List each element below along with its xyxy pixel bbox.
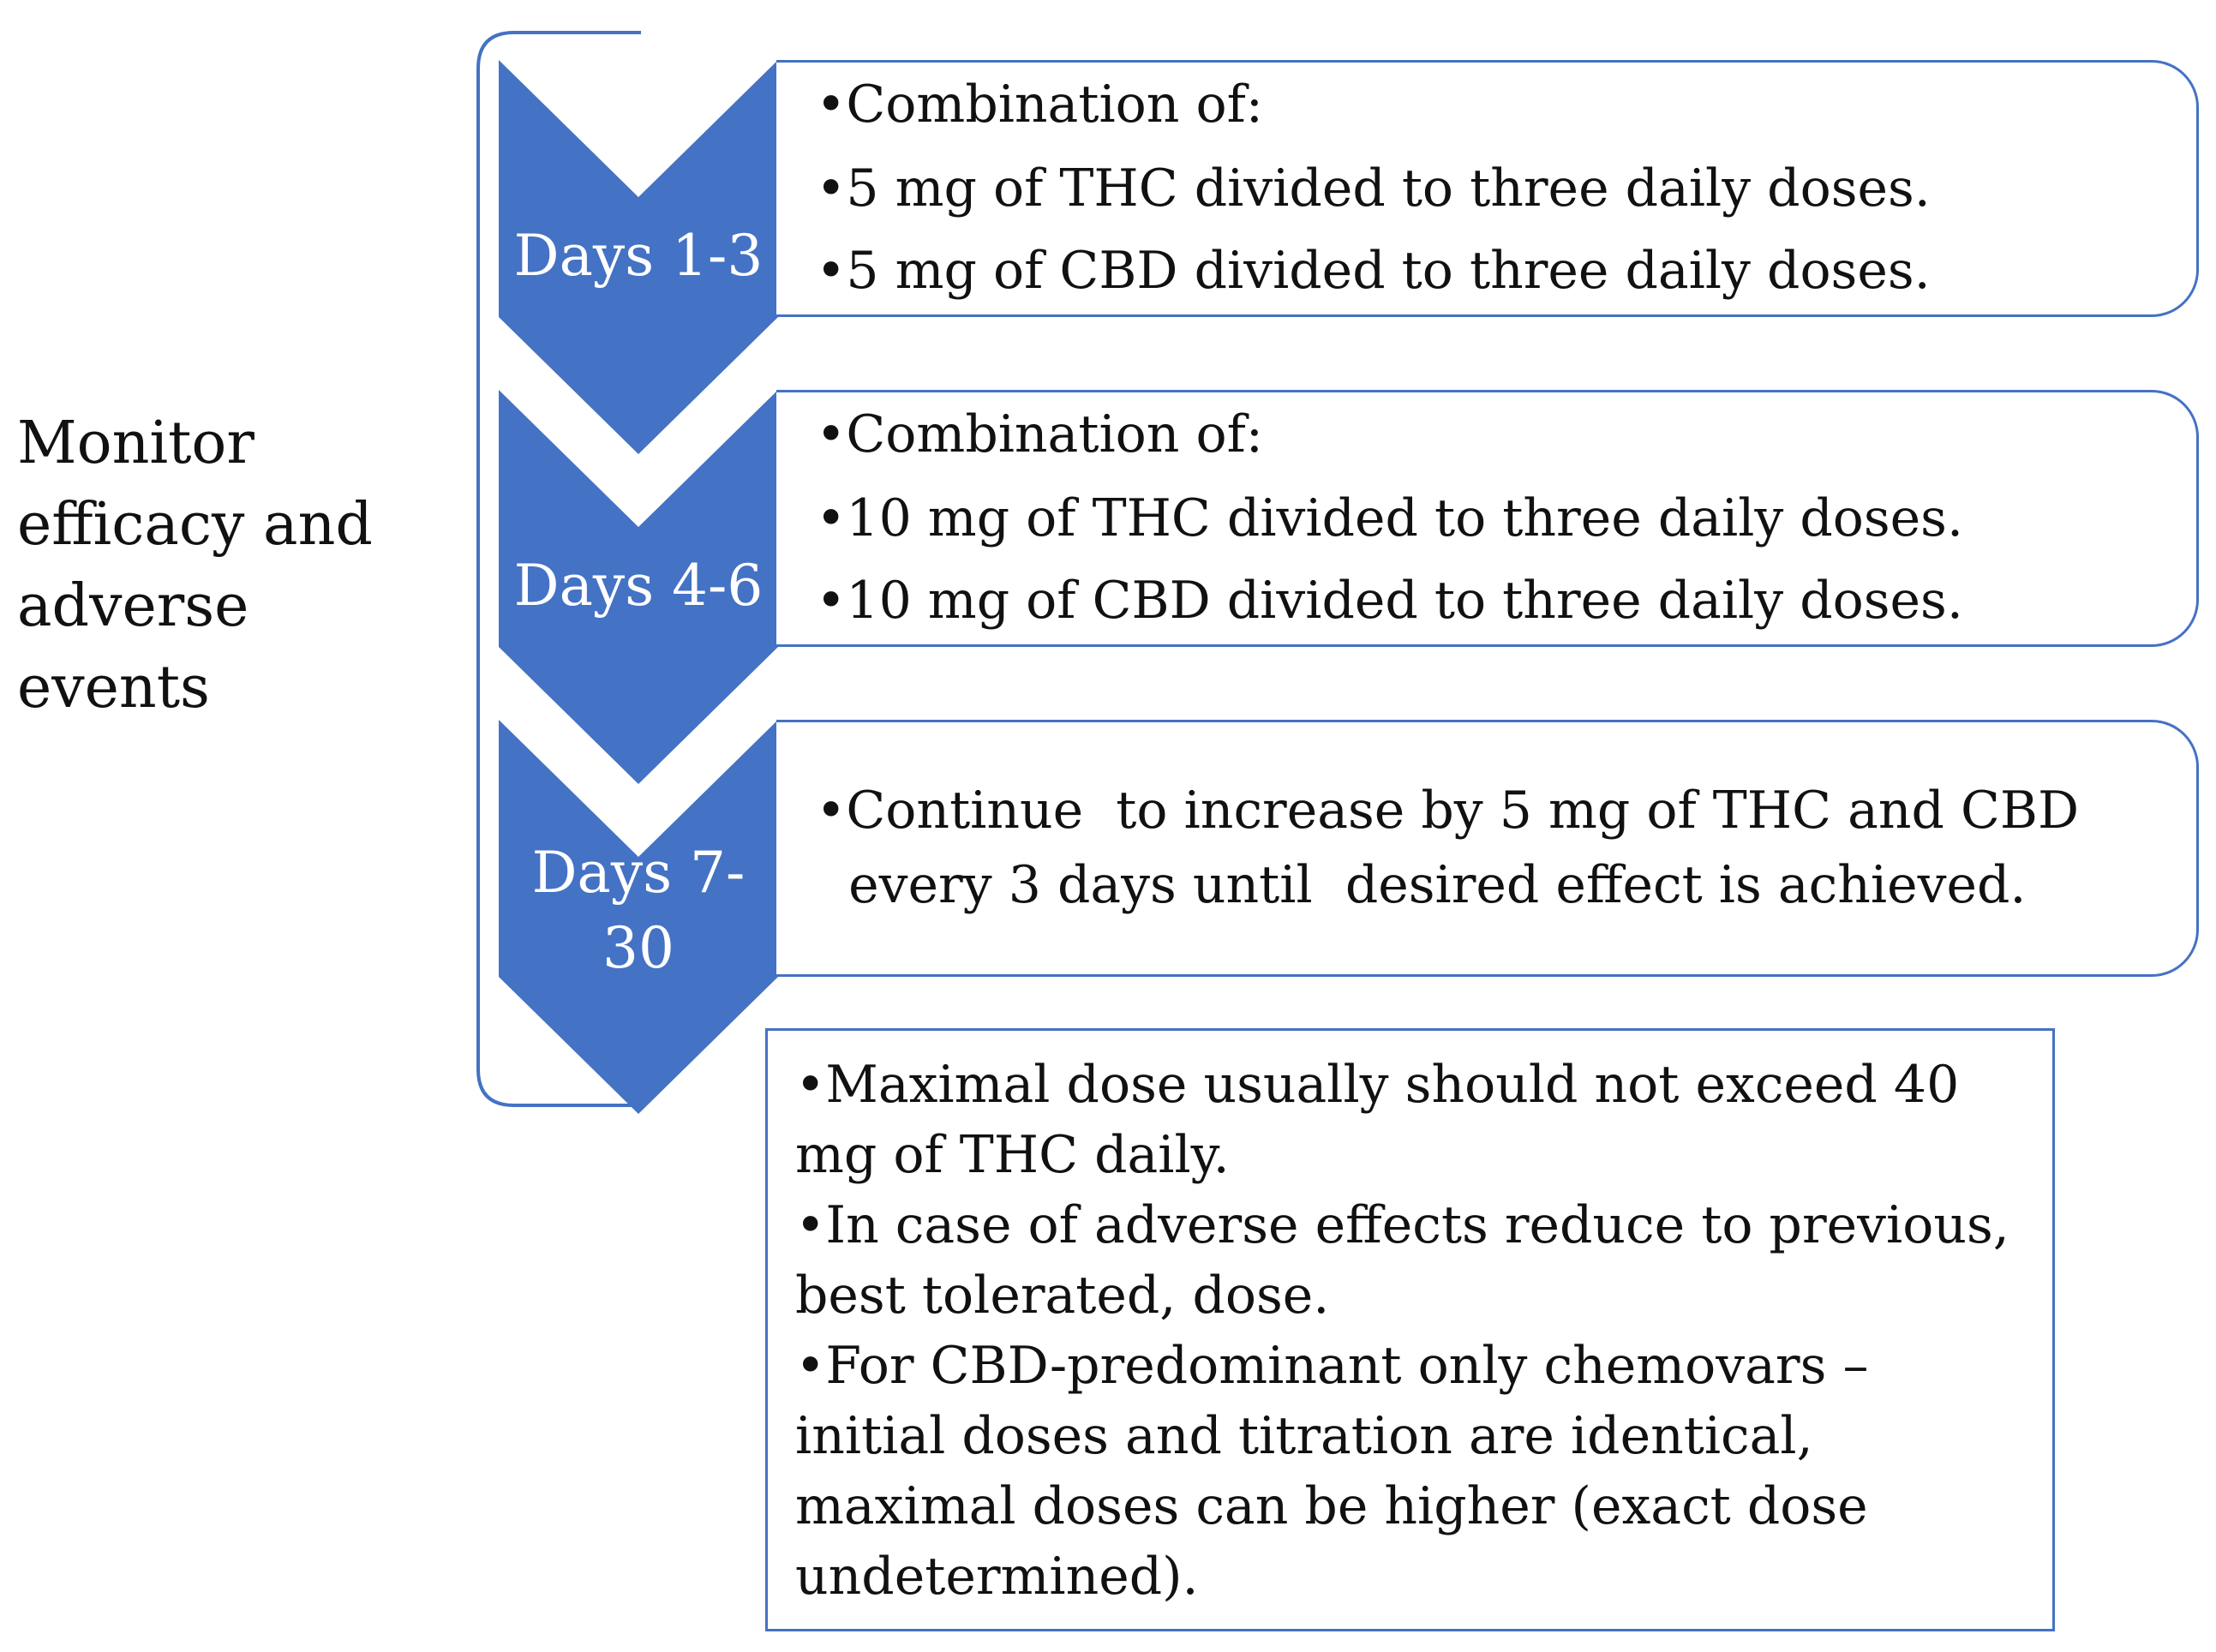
step-3-label	[499, 835, 778, 986]
step-label-line: Days 4-6	[513, 553, 764, 619]
step-label-line: 30	[602, 915, 674, 981]
step-label-line: Days 7-	[531, 840, 746, 906]
step-2-item: •10 mg of THC divided to three daily doses.	[816, 488, 1964, 548]
note-line: initial doses and titration are identical,	[795, 1406, 1813, 1466]
monitor-label	[17, 403, 403, 728]
step-3-item: •Continue to increase by 5 mg of THC and CBD	[816, 781, 2080, 841]
note-line: mg of THC daily.	[795, 1125, 1230, 1185]
monitor-label-line: adverse	[17, 572, 249, 640]
note-line: •Maximal dose usually should not exceed 40	[795, 1055, 1960, 1115]
step-2-item: •Combination of:	[816, 404, 1264, 464]
step-1-item: •5 mg of CBD divided to three daily doses.	[816, 241, 1931, 301]
note-line: undetermined).	[795, 1547, 1199, 1607]
note-line: maximal doses can be higher (exact dose	[795, 1476, 1868, 1536]
notes-box	[765, 1028, 2055, 1631]
step-1-label	[499, 218, 778, 294]
monitor-label-line: events	[17, 654, 210, 721]
step-1-item: •5 mg of THC divided to three daily doses.	[816, 159, 1931, 218]
note-line: •In case of adverse effects reduce to previous,	[795, 1195, 2009, 1255]
step-3-box	[776, 720, 2199, 977]
note-line: best tolerated, dose.	[795, 1266, 1330, 1326]
step-2-box	[776, 390, 2199, 647]
step-2-label	[499, 548, 778, 624]
note-line: •For CBD-predominant only chemovars –	[795, 1336, 1869, 1396]
monitor-label-line: efficacy and	[17, 491, 373, 559]
step-2-item: •10 mg of CBD divided to three daily doses.	[816, 571, 1963, 631]
step-3-item: every 3 days until desired effect is achieved.	[816, 855, 2027, 915]
step-1-box	[776, 60, 2199, 317]
step-1-item: •Combination of:	[816, 75, 1264, 135]
step-label-line: Days 1-3	[513, 223, 764, 289]
monitor-label-line: Monitor	[17, 410, 255, 477]
